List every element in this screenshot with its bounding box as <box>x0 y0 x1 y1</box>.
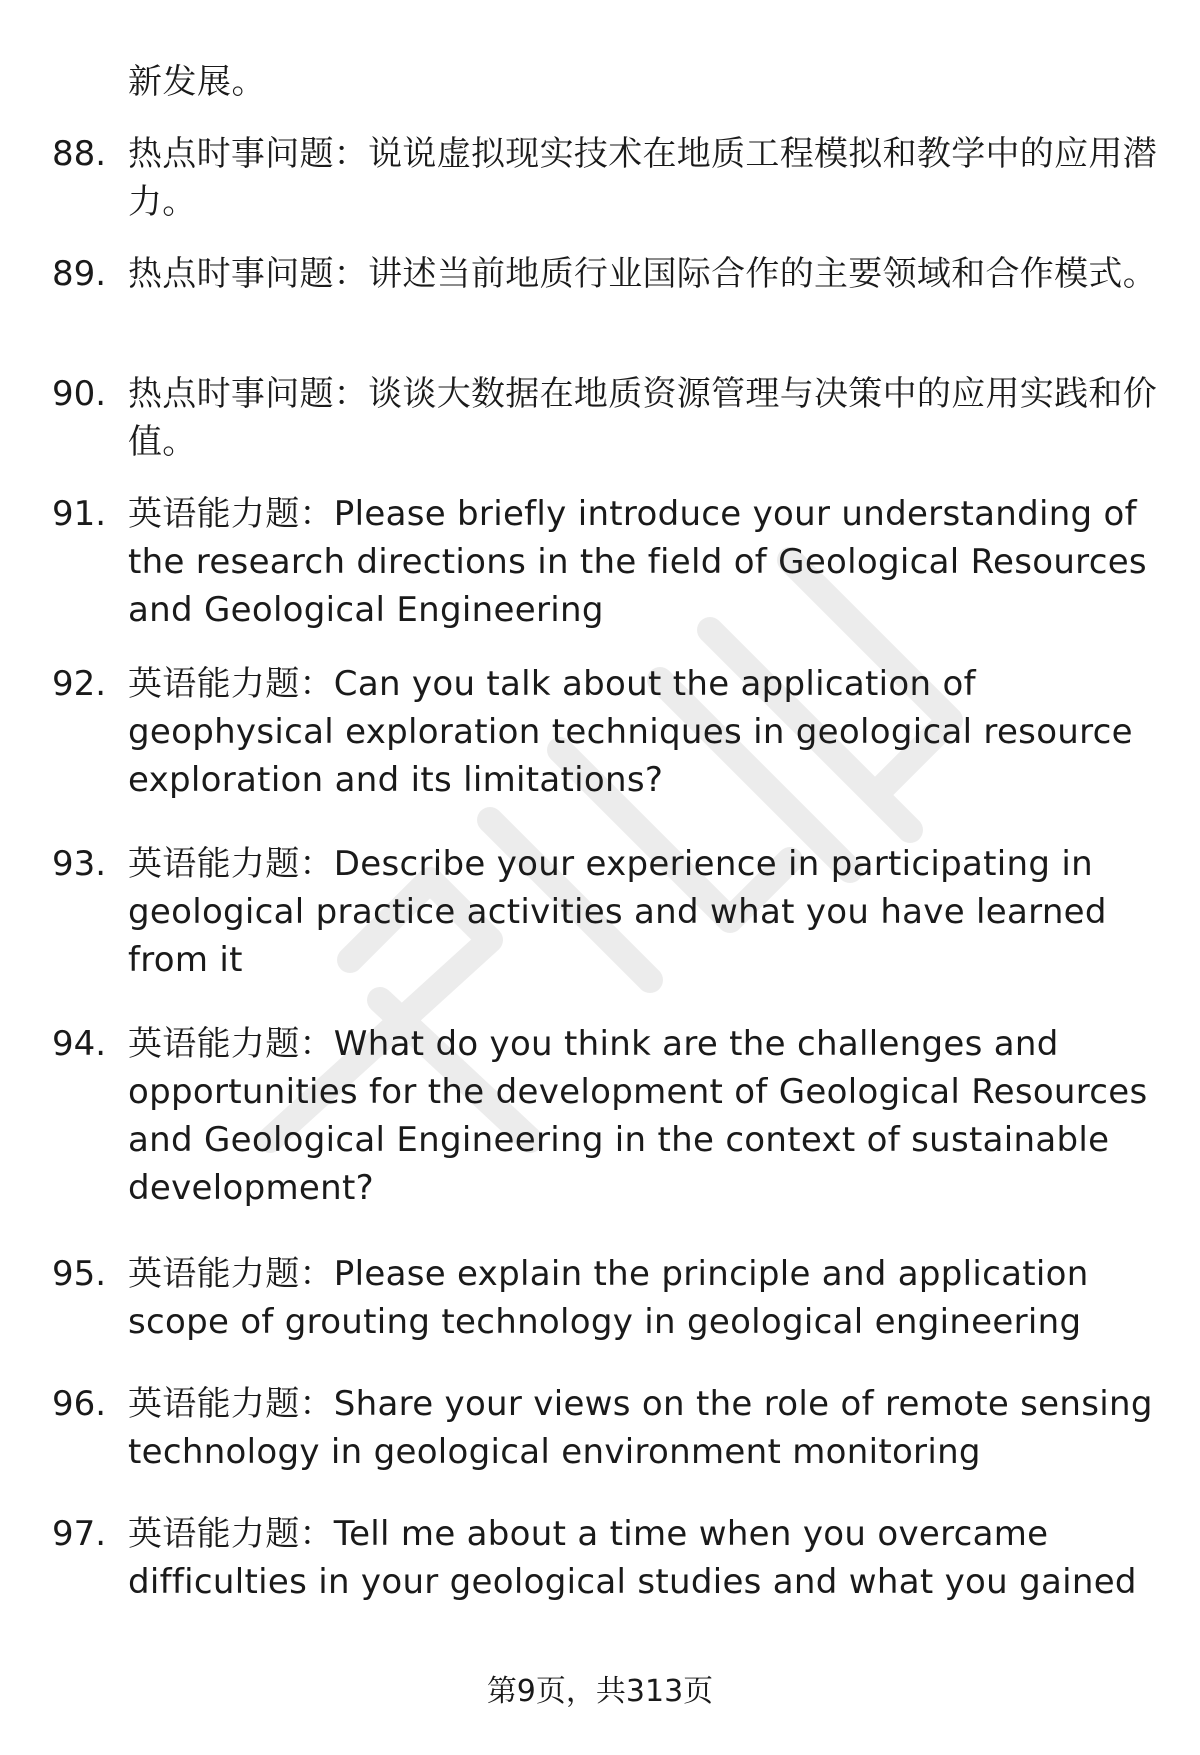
question-number: 93. <box>52 844 107 884</box>
question-text: 英语能力题：Please briefly introduce your understanding of the research directions in the field of Geological Resources and Geological Engineering <box>128 494 1147 630</box>
list-item-95 <box>52 1250 1162 1346</box>
question-number: 88. <box>52 134 107 174</box>
list-item-89 <box>52 250 1162 298</box>
question-text: 英语能力题：Please explain the principle and application scope of grouting technology in geological engineering <box>128 1254 1089 1342</box>
question-text: 热点时事问题：说说虚拟现实技术在地质工程模拟和教学中的应用潜力。 <box>128 134 1157 222</box>
list-item-88 <box>52 130 1162 226</box>
question-text: 英语能力题：Describe your experience in participating in geological practice activities and what you have learned from it <box>128 844 1107 980</box>
question-text: 热点时事问题：讲述当前地质行业国际合作的主要领域和合作模式。 <box>128 254 1157 294</box>
question-text: 英语能力题：Tell me about a time when you overcame difficulties in your geological studies and what you gained <box>128 1514 1137 1602</box>
continuation-text: 新发展。 <box>128 62 266 102</box>
question-number: 97. <box>52 1514 107 1554</box>
list-item-92 <box>52 660 1162 804</box>
question-text: 英语能力题：What do you think are the challenges and opportunities for the development of Geological Resources and Geological Engineering in the context of sustainable development? <box>128 1024 1148 1208</box>
question-number: 89. <box>52 254 107 294</box>
list-item-94 <box>52 1020 1162 1212</box>
list-item-93 <box>52 840 1162 984</box>
question-text: 英语能力题：Share your views on the role of remote sensing technology in geological environment monitoring <box>128 1384 1153 1472</box>
list-item-91 <box>52 490 1162 634</box>
question-number: 91. <box>52 494 107 534</box>
list-item-90 <box>52 370 1162 466</box>
question-number: 92. <box>52 664 107 704</box>
list-item-97 <box>52 1510 1162 1606</box>
list-item-96 <box>52 1380 1162 1476</box>
question-number: 95. <box>52 1254 107 1294</box>
question-number: 94. <box>52 1024 107 1064</box>
question-number: 96. <box>52 1384 107 1424</box>
page-indicator: 第9页，共313页 <box>486 1674 714 1709</box>
question-text: 英语能力题：Can you talk about the application of geophysical exploration techniques in geological resource exploration and its limitations? <box>128 664 1133 800</box>
question-number: 90. <box>52 374 107 414</box>
question-text: 热点时事问题：谈谈大数据在地质资源管理与决策中的应用实践和价值。 <box>128 374 1157 462</box>
